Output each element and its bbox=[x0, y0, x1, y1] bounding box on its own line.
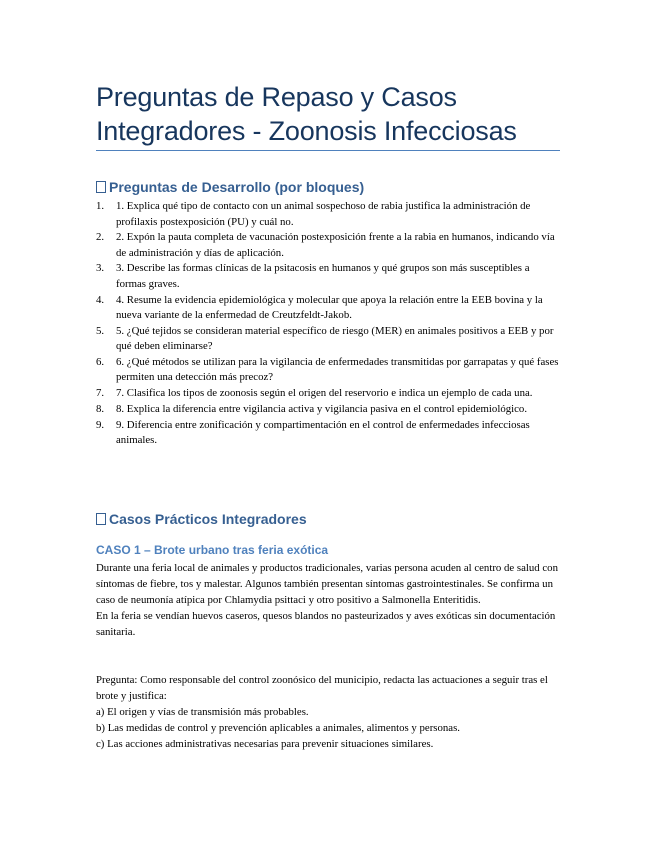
list-item: 6. 6. ¿Qué métodos se utilizan para la vigilancia de enfermedades transmitidas por garrapatas y qué fases permiten una detección más precoz? bbox=[96, 355, 559, 384]
case-1-item-c: c) Las acciones administrativas necesarias para prevenir situaciones similares. bbox=[96, 737, 434, 750]
list-item: 1. 1. Explica qué tipo de contacto con un animal sospechoso de rabia justifica la administración de profilaxis postexposición (PU) y cuál no. bbox=[96, 200, 531, 228]
heading-preguntas-desarrollo-text: Preguntas de Desarrollo (por bloques) bbox=[109, 179, 365, 195]
title-underline bbox=[96, 150, 560, 151]
case-1-description: Durante una feria local de animales y productos tradicionales, varias persona acuden al centro de salud con síntomas de fiebre, tos y malestar. Algunos también presentan síntomas gastrointestinales. Se confirma un caso de neumonía atípica por Chlamydia psittaci y otro positivo a Salmonella Enteritidis. En la feria se vendían huevos caseros, quesos blandos no pasteurizados y aves exóticas sin documentación sanitaria. bbox=[96, 562, 558, 638]
case-1-question: Pregunta: Como responsable del control zoonósico del municipio, redacta las actuaciones a seguir tras el brote y justifica: a) El origen y vías de transmisión más probables. b) Las medidas de control y prevención aplicables a animales, alimentos y personas. c) Las acciones administrativas necesarias para prevenir situaciones similares. bbox=[96, 674, 548, 750]
page-title-line-1: Preguntas de Repaso y Casos bbox=[96, 82, 457, 112]
case-1-description-2: En la feria se vendían huevos caseros, quesos blandos no pasteurizados y aves exóticas sin documentación sanitaria. bbox=[96, 609, 556, 638]
list-item: 8. 8. Explica la diferencia entre vigilancia activa y vigilancia pasiva en el control epidemiológico. bbox=[96, 402, 528, 415]
box-glyph-icon bbox=[96, 513, 106, 525]
heading-casos-practicos bbox=[96, 510, 307, 528]
list-item: 2. 2. Expón la pauta completa de vacunación postexposición frente a la rabia en humanos, indicando vía de administración y días de aplicación. bbox=[96, 231, 555, 259]
list-item: 5. 5. ¿Qué tejidos se consideran material específico de riesgo (MER) en animales positivos a EEB y por qué deben eliminarse? bbox=[96, 324, 554, 353]
heading-casos-practicos-text: Casos Prácticos Integradores bbox=[109, 511, 307, 527]
page-title-line-2: Integradores - Zoonosis Infecciosas bbox=[96, 116, 517, 146]
list-item: 9. 9. Diferencia entre zonificación y compartimentación en el control de enfermedades infecciosas animales. bbox=[96, 418, 530, 446]
list-item: 3. 3. Describe las formas clínicas de la psitacosis en humanos y qué grupos son más susceptibles a formas graves. bbox=[96, 262, 530, 290]
list-item: 4. 4. Resume la evidencia epidemiológica y molecular que apoya la relación entre la EEB bovina y la nueva variante de la enfermedad de Creutzfeldt-Jakob. bbox=[96, 293, 543, 322]
page-title bbox=[96, 80, 576, 148]
case-1-item-b: b) Las medidas de control y prevención aplicables a animales, alimentos y personas. bbox=[96, 721, 460, 734]
case-1-item-a: a) El origen y vías de transmisión más probables. bbox=[96, 705, 309, 718]
case-1-title: CASO 1 – Brote urbano tras feria exótica bbox=[96, 543, 329, 557]
list-item: 7. 7. Clasifica los tipos de zoonosis según el origen del reservorio e indica un ejemplo de cada una. bbox=[96, 387, 533, 400]
development-questions-list bbox=[96, 199, 560, 449]
box-glyph-icon bbox=[96, 181, 106, 193]
heading-preguntas-desarrollo bbox=[96, 178, 364, 196]
